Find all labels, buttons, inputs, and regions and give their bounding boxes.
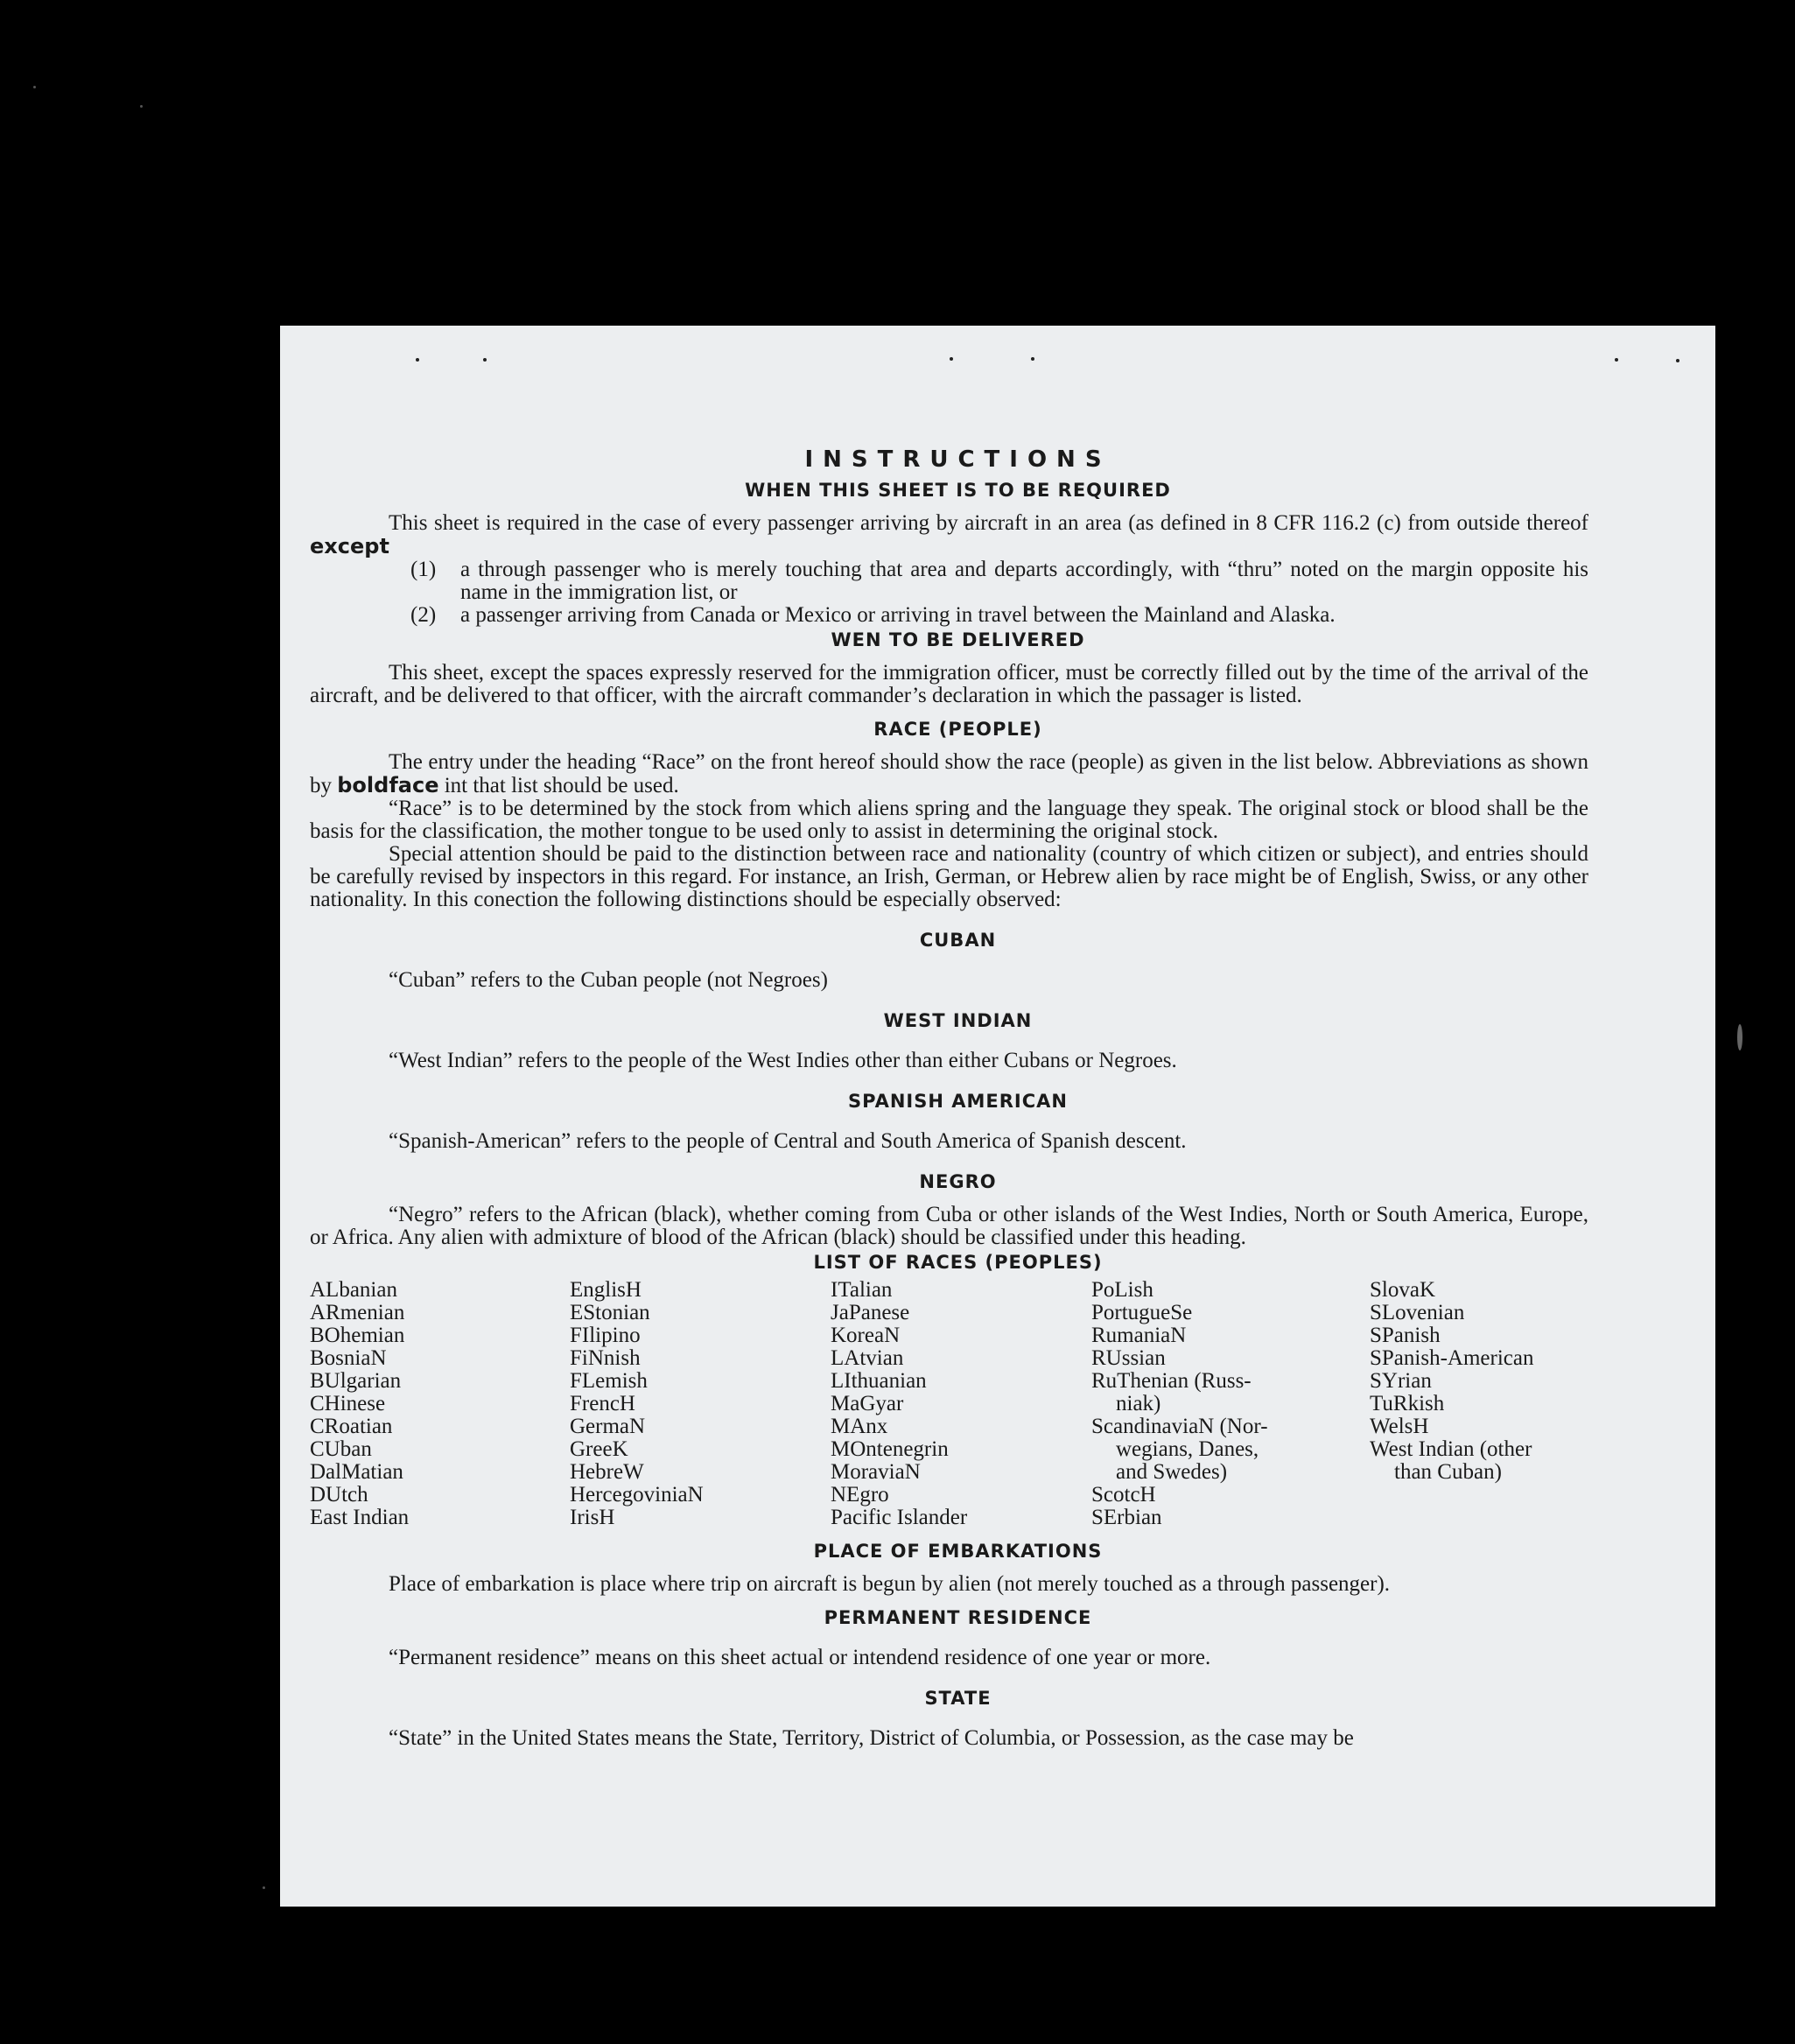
race-entry: West Indian (other [1370, 1437, 1532, 1461]
instruction-sheet [280, 326, 1715, 1907]
race-entry: FiNnish [570, 1346, 641, 1370]
page-title: INSTRUCTIONS [804, 446, 1111, 473]
heading-cuban: CUBAN [919, 930, 997, 951]
races-list [310, 1279, 1588, 1529]
print-speck [1615, 358, 1618, 362]
race-entry: PoLish [1091, 1278, 1153, 1302]
exception-text: a through passenger who is merely touching that area and departs accordingly, with “thru” noted on the margin opposite his name in the immigration list, or [460, 558, 1588, 604]
race-entry: CHinese [310, 1392, 386, 1415]
race-paragraph-2: “Race” is to be determined by the stock from which aliens spring and the language they speak. The original stock or blood shall be the basis for the classification, the mother tongue to be used only to assist in determining the original stock. [310, 797, 1588, 843]
race-entry: TuRkish [1370, 1392, 1445, 1415]
print-speck [1031, 357, 1034, 361]
film-speck [263, 1886, 265, 1889]
races-column-4 [1091, 1279, 1370, 1529]
races-column-5 [1370, 1279, 1588, 1529]
race-entry: CRoatian [310, 1415, 393, 1438]
west-indian-paragraph: “West Indian” refers to the people of the West Indies other than either Cubans or Negroes. [389, 1049, 1177, 1072]
exception-item [310, 558, 1588, 604]
races-column-1 [310, 1279, 570, 1529]
race-entry: SlovaK [1370, 1278, 1435, 1302]
exception-number: (1) [410, 558, 437, 581]
race-entry: BOhemian [310, 1324, 405, 1347]
race-paragraph-1 [310, 751, 1588, 797]
race-entry: niak) [1116, 1392, 1161, 1415]
race-entry: MoraviaN [831, 1460, 921, 1484]
required-text: This sheet is required in the case of every passenger arriving by aircraft in an area (as defined in 8 CFR 116.2 (c) from outside thereof [389, 511, 1588, 535]
race-entry: ScotcH [1091, 1483, 1156, 1507]
race-entry: DalMatian [310, 1460, 403, 1484]
race-entry: FrencH [570, 1392, 635, 1415]
exception-text: a passenger arriving from Canada or Mexico or arriving in travel between the Mainland and Alaska. [460, 603, 1336, 627]
race-entry: LAtvian [831, 1346, 904, 1370]
race-entry: than Cuban) [1394, 1460, 1502, 1484]
race-entry: BUlgarian [310, 1369, 402, 1393]
race-entry: FLemish [570, 1369, 648, 1393]
race-entry: MAnx [831, 1415, 888, 1438]
heading-when-delivered: WEN TO BE DELIVERED [831, 629, 1085, 650]
heading-negro: NEGRO [919, 1171, 997, 1192]
race-entry: ITalian [831, 1278, 893, 1302]
race-entry: East Indian [310, 1506, 410, 1529]
heading-list-of-races: LIST OF RACES (PEOPLES) [813, 1252, 1103, 1273]
race-entry: DUtch [310, 1483, 368, 1507]
race-entry: SYrian [1370, 1369, 1432, 1393]
race-entry: SPanish-American [1370, 1346, 1534, 1370]
race-entry: PortugueSe [1091, 1301, 1193, 1324]
race-paragraph-3: Special attention should be paid to the distinction between race and nationality (country of which citizen or subject), and entries should be carefully revised by inspectors in this regard. For instance, an Irish, German, or Hebrew alien by race might be of English, Swiss, or any other nationality. In this conection the following distinctions should be especially observed: [310, 842, 1588, 911]
required-bold-except: except [310, 534, 389, 558]
required-paragraph [310, 512, 1588, 558]
heading-permanent-residence: PERMANENT RESIDENCE [824, 1607, 1092, 1628]
heading-state: STATE [924, 1688, 992, 1709]
exception-item [310, 604, 1588, 627]
race-entry: RuThenian (Russ- [1091, 1369, 1252, 1393]
heading-place-of-embarkation: PLACE OF EMBARKATIONS [813, 1541, 1103, 1562]
race-entry: MOntenegrin [831, 1437, 949, 1461]
race-entry: Pacific Islander [831, 1506, 968, 1529]
race-entry: EnglisH [570, 1278, 642, 1302]
delivered-paragraph: This sheet, except the spaces expressly reserved for the immigration officer, must be correctly filled out by the time of the arrival of the aircraft, and be delivered to that officer, with the aircraft commander’s declaration in which the passager is listed. [310, 661, 1588, 707]
race-text: The entry under the heading “Race” on the front hereof should show the race (people) as given in the list below. Abbreviations as shown by [310, 750, 1588, 797]
race-entry: GermaN [570, 1415, 646, 1438]
heading-race: RACE (PEOPLE) [873, 719, 1042, 740]
race-entry: KoreaN [831, 1324, 901, 1347]
race-entry: and Swedes) [1116, 1460, 1228, 1484]
race-text-end: int that list should be used. [438, 774, 679, 797]
race-entry: RumaniaN [1091, 1324, 1187, 1347]
heading-spanish-american: SPANISH AMERICAN [848, 1091, 1068, 1112]
heading-west-indian: WEST INDIAN [883, 1010, 1033, 1031]
print-speck [483, 358, 487, 362]
race-entry: HebreW [570, 1460, 644, 1484]
races-column-2 [570, 1279, 831, 1529]
race-entry: ARmenian [310, 1301, 405, 1324]
race-entry: SLovenian [1370, 1301, 1465, 1324]
race-entry: RUssian [1091, 1346, 1166, 1370]
races-column-3 [831, 1279, 1091, 1529]
print-speck [950, 357, 953, 361]
race-entry: IrisH [570, 1506, 615, 1529]
race-entry: SErbian [1091, 1506, 1162, 1529]
spanish-american-paragraph: “Spanish-American” refers to the people of Central and South America of Spanish descent. [389, 1129, 1187, 1153]
embarkation-paragraph: Place of embarkation is place where trip on aircraft is begun by alien (not merely touched as a through passenger). [389, 1572, 1391, 1596]
race-entry: LIthuanian [831, 1369, 927, 1393]
state-paragraph: “State” in the United States means the State, Territory, District of Columbia, or Possession, as the case may be [389, 1726, 1354, 1750]
race-entry: SPanish [1370, 1324, 1441, 1347]
residence-paragraph: “Permanent residence” means on this sheet actual or intendend residence of one year or more. [389, 1646, 1211, 1669]
film-speck [140, 105, 143, 108]
cuban-paragraph: “Cuban” refers to the Cuban people (not Negroes) [389, 968, 828, 992]
heading-when-required: WHEN THIS SHEET IS TO BE REQUIRED [745, 480, 1171, 501]
race-entry: WelsH [1370, 1415, 1429, 1438]
exception-number: (2) [410, 603, 437, 627]
race-entry: BosniaN [310, 1346, 387, 1370]
race-entry: NEgro [831, 1483, 889, 1507]
print-speck [1676, 359, 1679, 362]
race-entry: HercegoviniaN [570, 1483, 704, 1507]
race-bold-boldface: boldface [337, 773, 439, 797]
race-entry: GreeK [570, 1437, 628, 1461]
race-entry: JaPanese [831, 1301, 910, 1324]
race-entry: EStonian [570, 1301, 650, 1324]
print-speck [416, 358, 419, 362]
race-entry: MaGyar [831, 1392, 904, 1415]
negro-paragraph: “Negro” refers to the African (black), whether coming from Cuba or other islands of the West Indies, North or South America, Europe, or Africa. Any alien with admixture of blood of the African (black) should be classified under this heading. [310, 1203, 1588, 1249]
race-entry: CUban [310, 1437, 372, 1461]
race-entry: wegians, Danes, [1116, 1437, 1259, 1461]
race-entry: ALbanian [310, 1278, 397, 1302]
race-entry: FIlipino [570, 1324, 641, 1347]
film-speck [1737, 1024, 1742, 1050]
film-speck [33, 86, 36, 88]
race-entry: ScandinaviaN (Nor- [1091, 1415, 1268, 1438]
